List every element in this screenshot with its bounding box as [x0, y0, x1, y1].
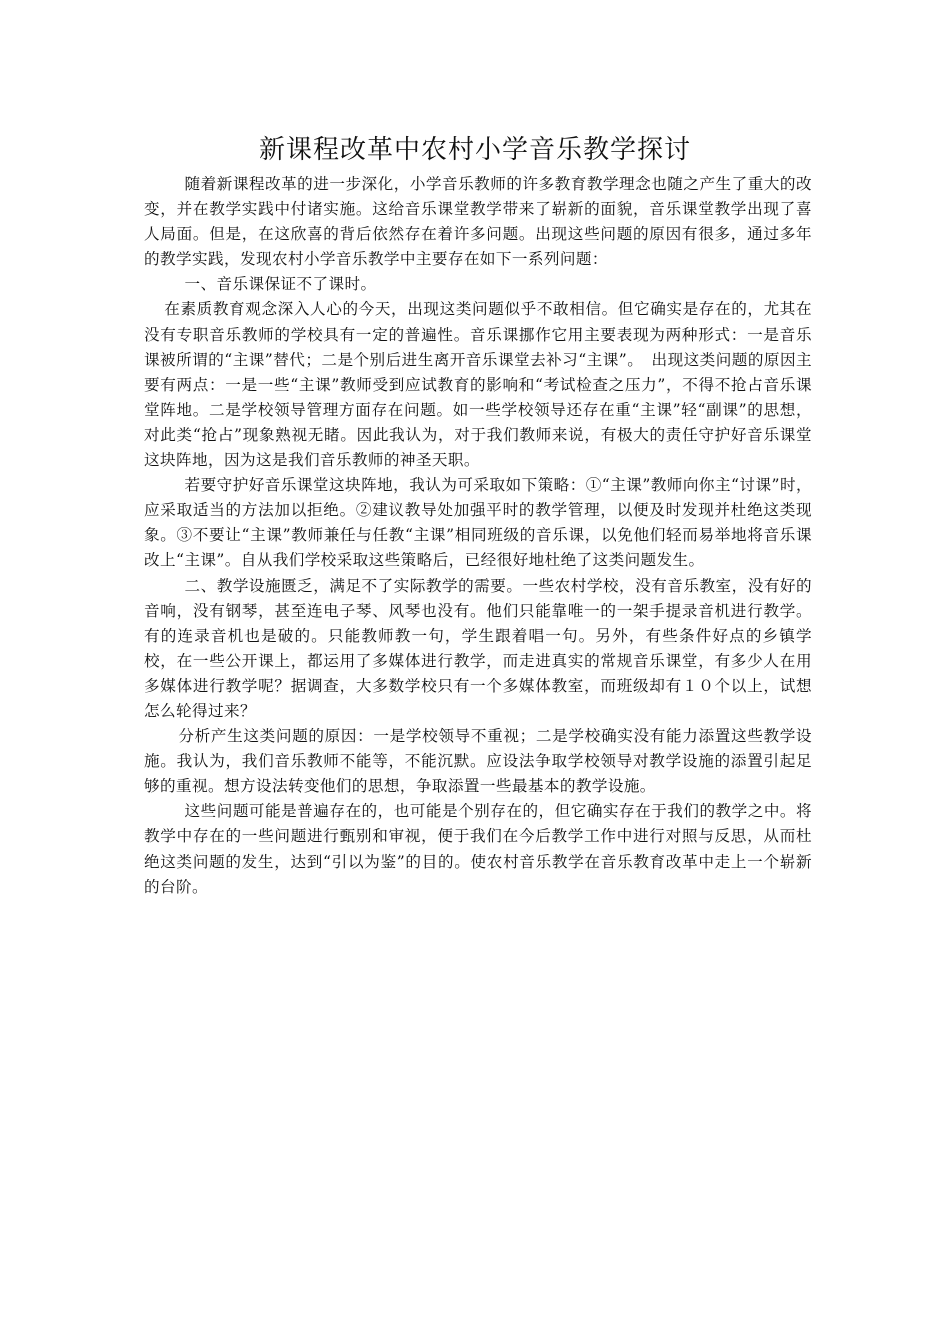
paragraph-section-1: 在素质教育观念深入人心的今天，出现这类问题似乎不敢相信。但它确实是存在的，尤其在没有专职音乐教师的学校具有一定的普遍性。音乐课挪作它用主要表现为两种形式：一是音乐课被所谓的“主课”替代；二是个别后进生离开音乐课堂去补习“主课”。 出现这类问题的原因主要有两点：一是一些“主课”教师受到应试教育的影响和“考试检查之压力”，不得不抢占音乐课堂阵地。二是学校领导管理方面存在问题。如一些学校领导还存在重“主课”轻“副课”的思想，对此类“抢占”现象熟视无睹。因此我认为，对于我们教师来说，有极大的责任守护好音乐课堂这块阵地，因为这是我们音乐教师的神圣天职。: [144, 300, 812, 470]
paragraph-intro: 随着新课程改革的进一步深化，小学音乐教师的许多教育教学理念也随之产生了重大的改变，并在教学实践中付诸实施。这给音乐课堂教学带来了崭新的面貌，音乐课堂教学出现了喜人局面。但是，在这欣喜的背后依然存在着许多问题。出现这些问题的原因有很多，通过多年的教学实践，发现农村小学音乐教学中主要存在如下一系列问题：: [144, 175, 812, 269]
document-body: [144, 172, 812, 900]
paragraph-causes: 分析产生这类问题的原因：一是学校领导不重视；二是学校确实没有能力添置这些教学设施。我认为，我们音乐教师不能等，不能沉默。应设法争取学校领导对教学设施的添置引起足够的重视。想方设法转变他们的思想，争取添置一些最基本的教学设施。: [144, 727, 812, 796]
paragraph-strategies: 若要守护好音乐课堂这块阵地，我认为可采取如下策略：①“主课”教师向你主“讨课”时，应采取适当的方法加以拒绝。②建议教导处加强平时的教学管理，以便及时发现并杜绝这类现象。③不要让“主课”教师兼任与任教“主课”相同班级的音乐课，以免他们轻而易举地将音乐课改上“主课”。自从我们学校采取这些策略后，已经很好地杜绝了这类问题发生。: [144, 476, 812, 570]
section-heading-1: 一、音乐课保证不了课时。: [184, 275, 377, 294]
paragraph-conclusion: 这些问题可能是普遍存在的，也可能是个别存在的，但它确实存在于我们的教学之中。将教学中存在的一些问题进行甄别和审视，便于我们在今后教学工作中进行对照与反思，从而杜绝这类问题的发生，达到“引以为鉴”的目的。使农村音乐教学在音乐教育改革中走上一个崭新的台阶。: [144, 802, 812, 896]
section-heading-2-paragraph: 二、教学设施匮乏，满足不了实际教学的需要。一些农村学校，没有音乐教室，没有好的音响，没有钢琴，甚至连电子琴、风琴也没有。他们只能靠唯一的一架手提录音机进行教学。有的连录音机也是破的。只能教师教一句，学生跟着唱一句。另外，有些条件好点的乡镇学校，在一些公开课上，都运用了多媒体进行教学，而走进真实的常规音乐课堂，有多少人在用多媒体进行教学呢？据调查，大多数学校只有一个多媒体教室，而班级却有１０个以上，试想怎么轮得过来？: [144, 576, 812, 720]
document-title: 新课程改革中农村小学音乐教学探讨: [258, 135, 691, 165]
